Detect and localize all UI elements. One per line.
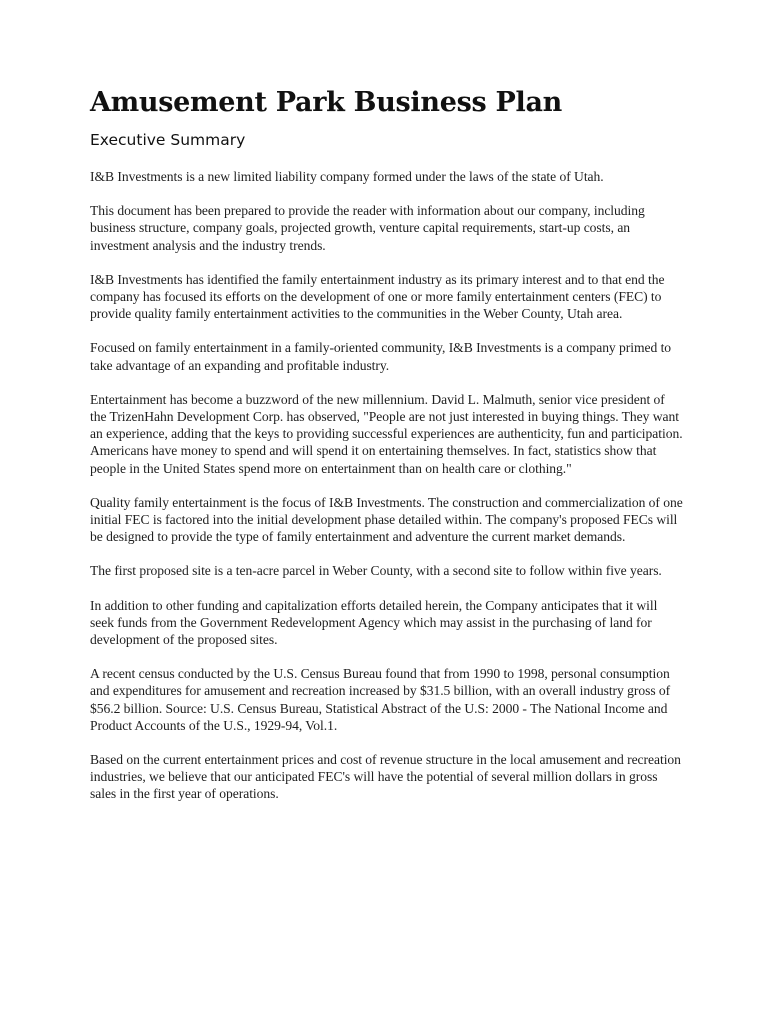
paragraph-9: A recent census conducted by the U.S. Census Bureau found that from 1990 to 1998, personal consumption and expenditures for amusement and recreation increased by $31.5 billion, with an overall industry gross of $56.2 billion. Source: U.S. Census Bureau, Statistical Abstract of the U.S: 2000 - The National Income and Product Accounts of the U.S., 1929-94, Vol.1. [90,666,671,733]
paragraph-7: The first proposed site is a ten-acre parcel in Weber County, with a second site to follow within five years. [90,563,662,579]
paragraph-6: Quality family entertainment is the focus of I&B Investments. The construction and commercialization of one initial FEC is factored into the initial development phase detailed within. The company's proposed FECs will be designed to provide the type of family entertainment and adventure the current market demands. [90,494,683,545]
paragraph-1: I&B Investments is a new limited liability company formed under the laws of the state of Utah. [90,168,604,184]
paragraph-3: I&B Investments has identified the family entertainment industry as its primary interest and to that end the company has focused its efforts on the development of one or more family entertainment centers (FEC) to provide quality family entertainment activities to the communities in the Weber County, Utah area. [90,271,665,322]
section-heading: Executive Summary [90,130,246,149]
paragraph-4: Focused on family entertainment in a family-oriented community, I&B Investments is a company primed to take advantage of an expanding and profitable industry. [90,340,672,373]
paragraph-5: Entertainment has become a buzzword of the new millennium. David L. Malmuth, senior vice president of the TrizenHahn Development Corp. has observed, "People are not just interested in buying things. They want an experience, adding that the keys to providing successful experiences are authenticity, fun and participation. Americans have money to spend and will spend it on entertaining themselves. In fact, statistics show that people in the United States spend more on entertainment than on health care or clothing." [90,391,683,476]
paragraph-8: In addition to other funding and capitalization efforts detailed herein, the Company anticipates that it will seek funds from the Government Redevelopment Agency which may assist in the purchasing of land for development of the proposed sites. [90,597,658,647]
document-title: Amusement Park Business Plan [90,87,562,118]
document-page [90,86,684,820]
paragraph-2: This document has been prepared to provide the reader with information about our company, including business structure, company goals, projected growth, venture capital requirements, start-up costs, an investment analysis and the industry trends. [90,203,645,253]
paragraph-10: Based on the current entertainment prices and cost of revenue structure in the local amusement and recreation industries, we believe that our anticipated FEC's will have the potential of several million dollars in gross sales in the first year of operations. [90,751,681,802]
